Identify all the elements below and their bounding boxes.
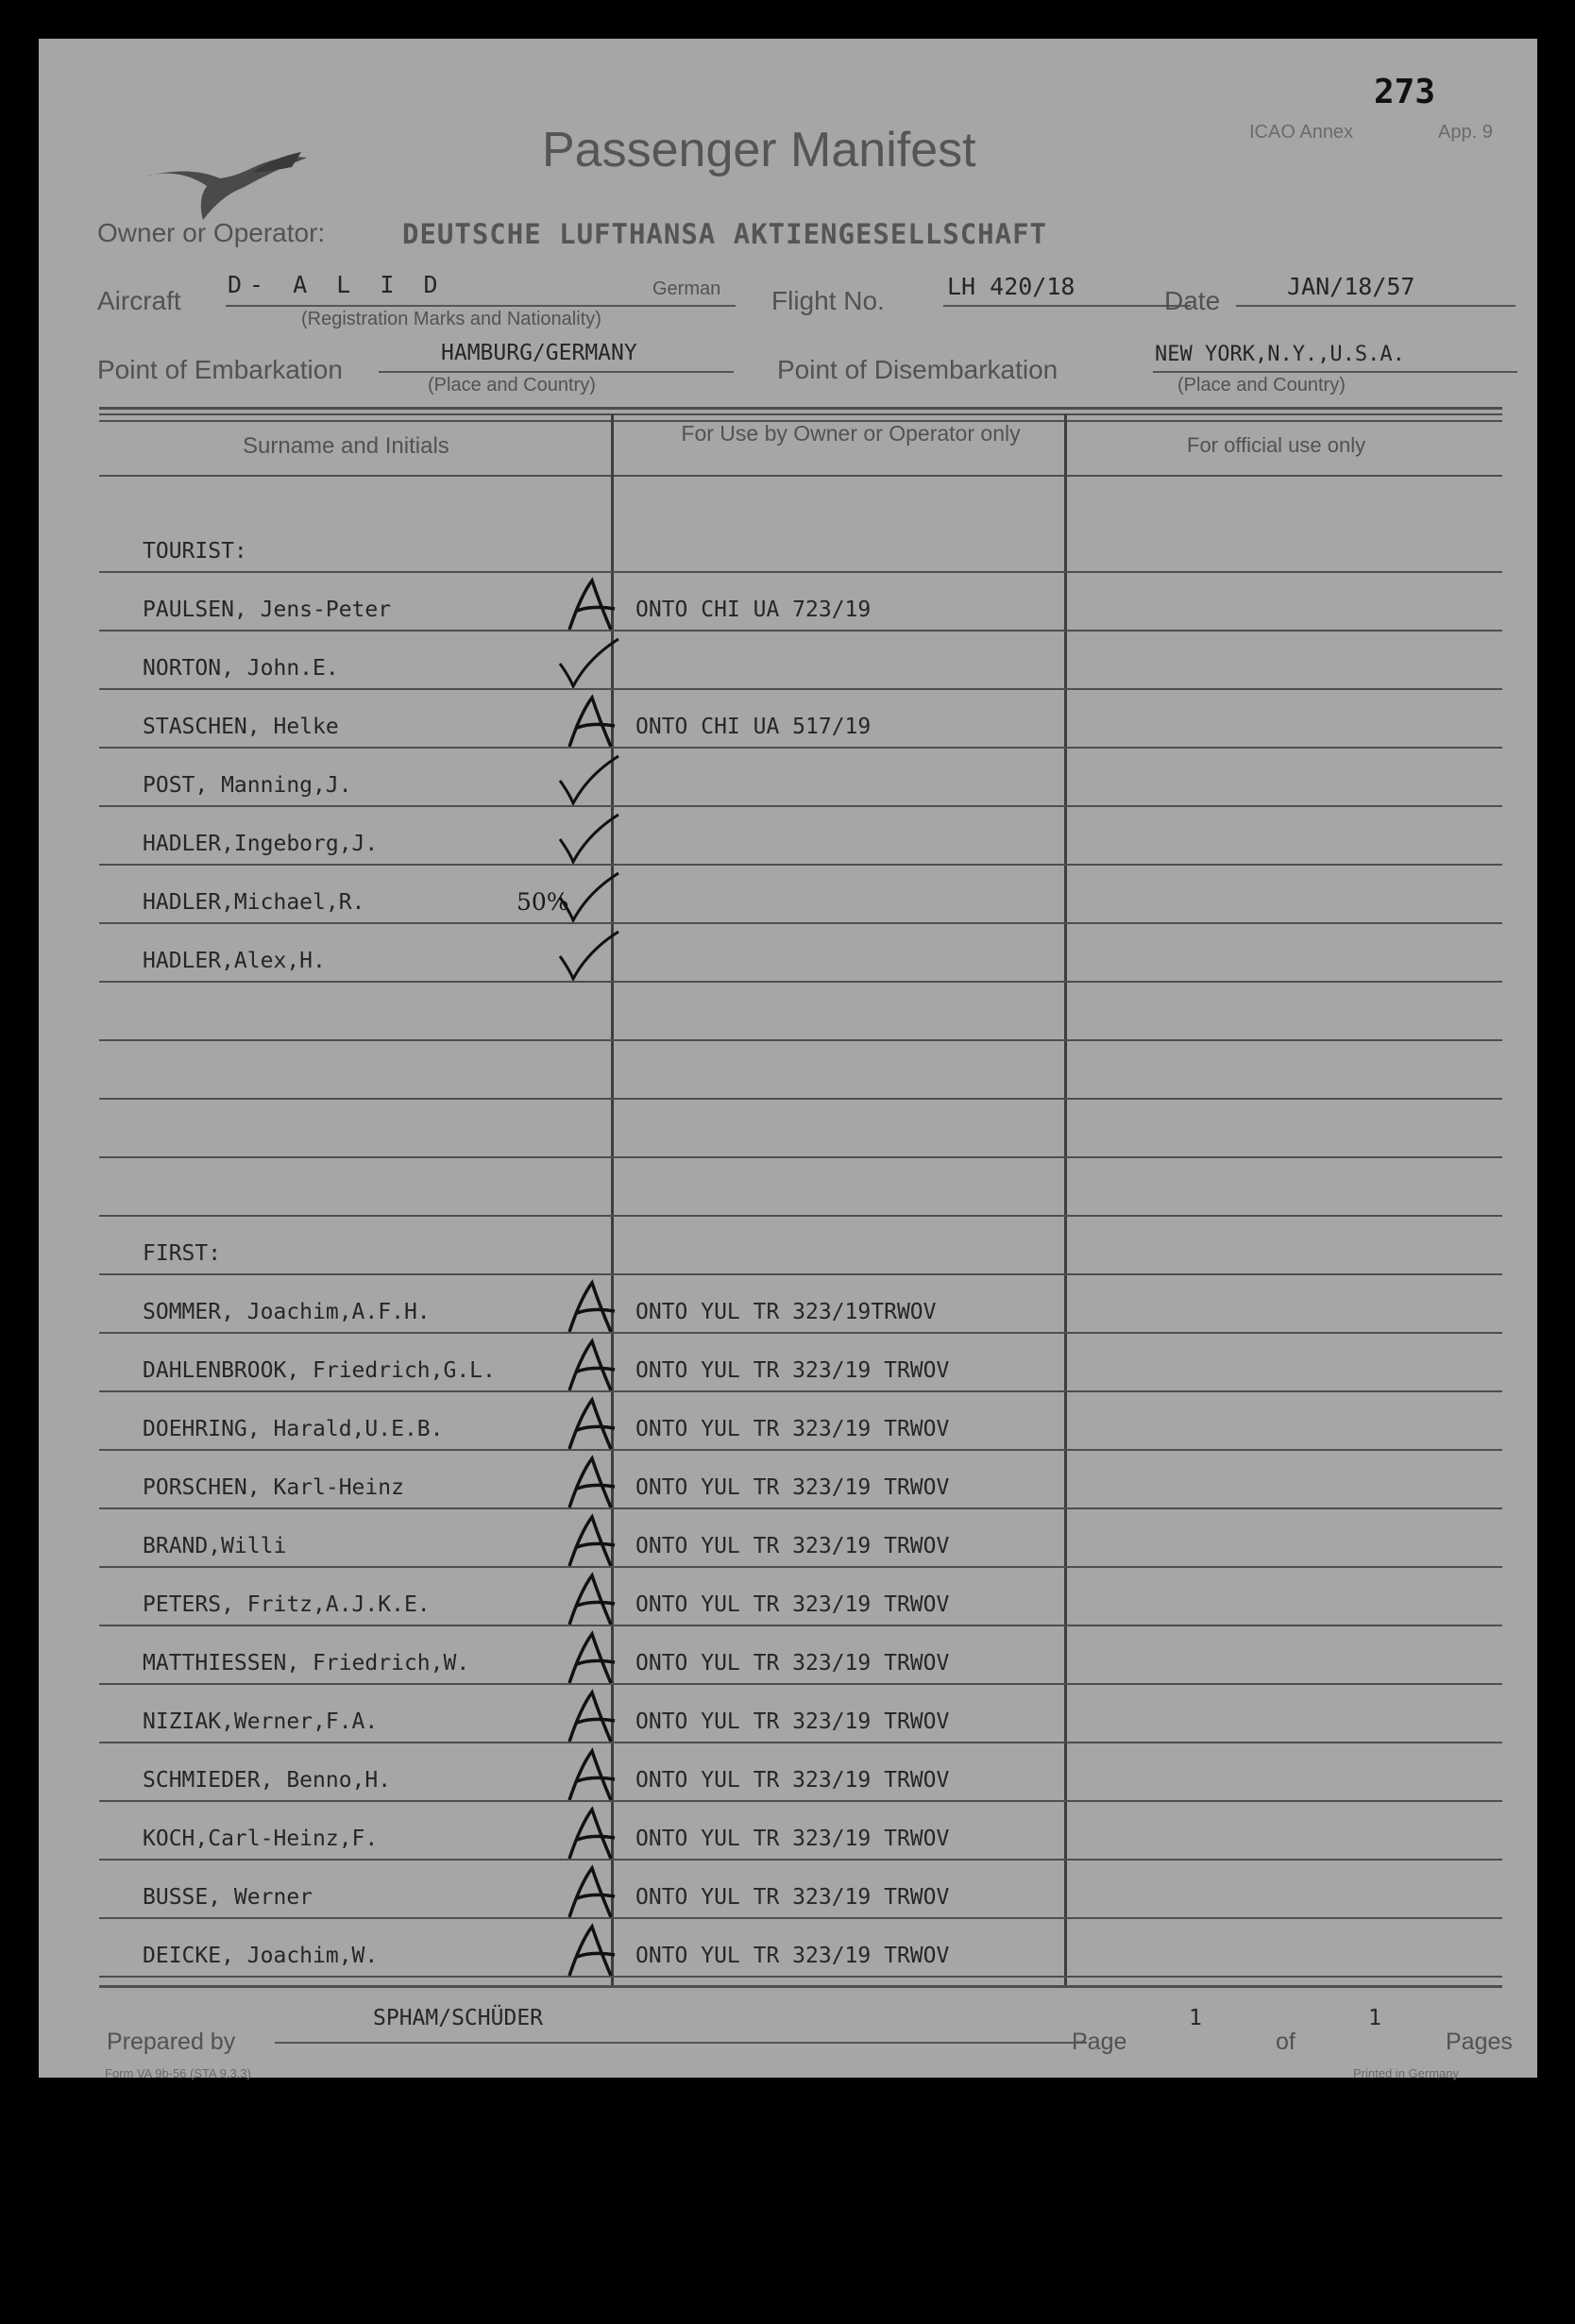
passenger-remark: ONTO YUL TR 323/19 TRWOV [635,1768,950,1793]
prepared-by-underline [275,2042,1087,2044]
passenger-remark: ONTO YUL TR 323/19 TRWOV [635,1475,950,1500]
disembarkation-label: Point of Disembarkation [777,355,1058,384]
row-rule [99,1683,1502,1685]
pages-label: Pages [1446,2029,1513,2055]
embarkation-underline [379,371,734,373]
row-rule [99,1390,1502,1392]
row-rule [99,1625,1502,1626]
row-rule [99,1566,1502,1568]
passenger-remark: ONTO CHI UA 723/19 [635,598,872,622]
passenger-name: SOMMER, Joachim,A.F.H. [143,1300,431,1324]
row-rule [99,1507,1502,1509]
passenger-remark: ONTO YUL TR 323/19TRWOV [635,1300,937,1324]
passenger-name: PORSCHEN, Karl-Heinz [143,1475,404,1500]
passenger-name: PAULSEN, Jens-Peter [143,598,392,622]
check-mark-icon [556,928,622,985]
fare-note: 50% [517,888,569,916]
row-rule [99,1039,1502,1041]
page-value: 1 [1189,2006,1202,2030]
check-mark-icon [556,635,622,692]
row-rule [99,805,1502,807]
passenger-remark: ONTO YUL TR 323/19 TRWOV [635,1709,950,1734]
embarkation-value: HAMBURG/GERMANY [441,341,637,365]
table-bottom-rule [99,1985,1502,1988]
passenger-remark: ONTO YUL TR 323/19 TRWOV [635,1885,950,1910]
row-rule [99,1917,1502,1919]
check-mark-icon [556,752,622,809]
manifest-sheet [39,39,1537,2078]
passenger-remark: ONTO CHI UA 517/19 [635,715,872,739]
row-rule [99,1332,1502,1334]
passenger-name: POST, Manning,J. [143,773,352,798]
handwritten-a-icon [564,1689,620,1747]
handwritten-a-icon [564,1806,620,1864]
passenger-name: SCHMIEDER, Benno,H. [143,1768,392,1793]
passenger-name: DEICKE, Joachim,W. [143,1944,379,1968]
lufthansa-crane-logo [141,129,311,226]
passenger-name: PETERS, Fritz,A.J.K.E. [143,1592,431,1617]
row-rule [99,747,1502,749]
printed-in: Printed in Germany [1353,2066,1459,2080]
table-top-rule-2 [99,413,1502,415]
passenger-remark: ONTO YUL TR 323/19 TRWOV [635,1944,950,1968]
row-rule [99,922,1502,924]
owner-label: Owner or Operator: [97,218,326,247]
date-underline [1236,305,1516,307]
of-value: 1 [1368,2006,1381,2030]
check-mark-icon [556,869,622,926]
row-rule [99,1976,1502,1978]
aircraft-underline [226,305,736,307]
table-top-rule [99,407,1502,410]
passenger-remark: ONTO YUL TR 323/19 TRWOV [635,1592,950,1617]
handwritten-a-icon [564,694,620,752]
aircraft-label: Aircraft [97,286,181,315]
page-label: Page [1072,2029,1127,2055]
form-code: Form VA 9b-56 (STA 9.3.3) [105,2066,251,2080]
prepared-by-value: SPHAM/SCHÜDER [373,2006,544,2030]
passenger-name: HADLER,Ingeborg,J. [143,832,379,856]
row-rule [99,630,1502,632]
handwritten-a-icon [564,1630,620,1689]
aircraft-value: D- A L I D [228,271,446,298]
manifest-title: Passenger Manifest [542,123,976,177]
annex-appendix: App. 9 [1438,122,1493,143]
flight-underline [943,305,1191,307]
passenger-name: NIZIAK,Werner,F.A. [143,1709,379,1734]
handwritten-a-icon [564,1923,620,1981]
passenger-remark: ONTO YUL TR 323/19 TRWOV [635,1651,950,1676]
aircraft-nationality: German [652,278,721,299]
column-header-official-use: For official use only [1187,433,1366,457]
embarkation-label: Point of Embarkation [97,355,343,384]
row-rule [99,1215,1502,1217]
passenger-name: NORTON, John.E. [143,656,339,681]
row-rule [99,1098,1502,1100]
passenger-remark: ONTO YUL TR 323/19 TRWOV [635,1534,950,1558]
of-label: of [1276,2029,1296,2055]
handwritten-a-icon [564,1513,620,1572]
disembarkation-caption: (Place and Country) [1177,375,1346,396]
passenger-name: HADLER,Michael,R. [143,890,365,915]
disembarkation-value: NEW YORK,N.Y.,U.S.A. [1155,343,1405,366]
row-rule [99,864,1502,866]
handwritten-a-icon [564,577,620,635]
owner-value: DEUTSCHE LUFTHANSA AKTIENGESELLSCHAFT [402,218,1048,250]
row-rule [99,1742,1502,1743]
handwritten-a-icon [564,1279,620,1338]
passenger-name: MATTHIESSEN, Friedrich,W. [143,1651,470,1676]
column-divider-2 [1064,414,1067,1985]
date-label: Date [1164,286,1221,315]
passenger-remark: ONTO YUL TR 323/19 TRWOV [635,1827,950,1851]
column-header-surname: Surname and Initials [243,433,449,459]
check-mark-icon [556,811,622,867]
row-rule [99,1156,1502,1158]
passenger-name: DAHLENBROOK, Friedrich,G.L. [143,1358,496,1383]
flight-label: Flight No. [771,286,885,315]
embarkation-caption: (Place and Country) [428,375,596,396]
disembarkation-underline [1153,371,1517,373]
date-value: JAN/18/57 [1287,273,1415,300]
passenger-remark: ONTO YUL TR 323/19 TRWOV [635,1417,950,1441]
row-rule [99,1273,1502,1275]
row-rule [99,1800,1502,1802]
row-rule [99,1859,1502,1861]
section-heading: TOURIST: [143,539,247,564]
passenger-name: KOCH,Carl-Heinz,F. [143,1827,379,1851]
page-number: 273 [1374,73,1436,111]
row-rule [99,688,1502,690]
row-rule [99,571,1502,573]
passenger-remark: ONTO YUL TR 323/19 TRWOV [635,1358,950,1383]
handwritten-a-icon [564,1455,620,1513]
handwritten-a-icon [564,1864,620,1923]
table-header-rule [99,475,1502,477]
row-rule [99,1449,1502,1451]
handwritten-a-icon [564,1396,620,1455]
passenger-name: STASCHEN, Helke [143,715,339,739]
passenger-name: BRAND,Willi [143,1534,287,1558]
handwritten-a-icon [564,1747,620,1806]
passenger-name: HADLER,Alex,H. [143,949,326,973]
annex-reference: ICAO Annex [1249,122,1354,143]
row-rule [99,981,1502,983]
column-header-owner-use: For Use by Owner or Operator only [681,421,1021,446]
flight-value: LH 420/18 [947,273,1075,300]
aircraft-caption: (Registration Marks and Nationality) [301,309,601,329]
handwritten-a-icon [564,1338,620,1396]
passenger-name: DOEHRING, Harald,U.E.B. [143,1417,444,1441]
prepared-by-label: Prepared by [107,2029,236,2055]
passenger-name: BUSSE, Werner [143,1885,313,1910]
section-heading: FIRST: [143,1241,222,1266]
handwritten-a-icon [564,1572,620,1630]
